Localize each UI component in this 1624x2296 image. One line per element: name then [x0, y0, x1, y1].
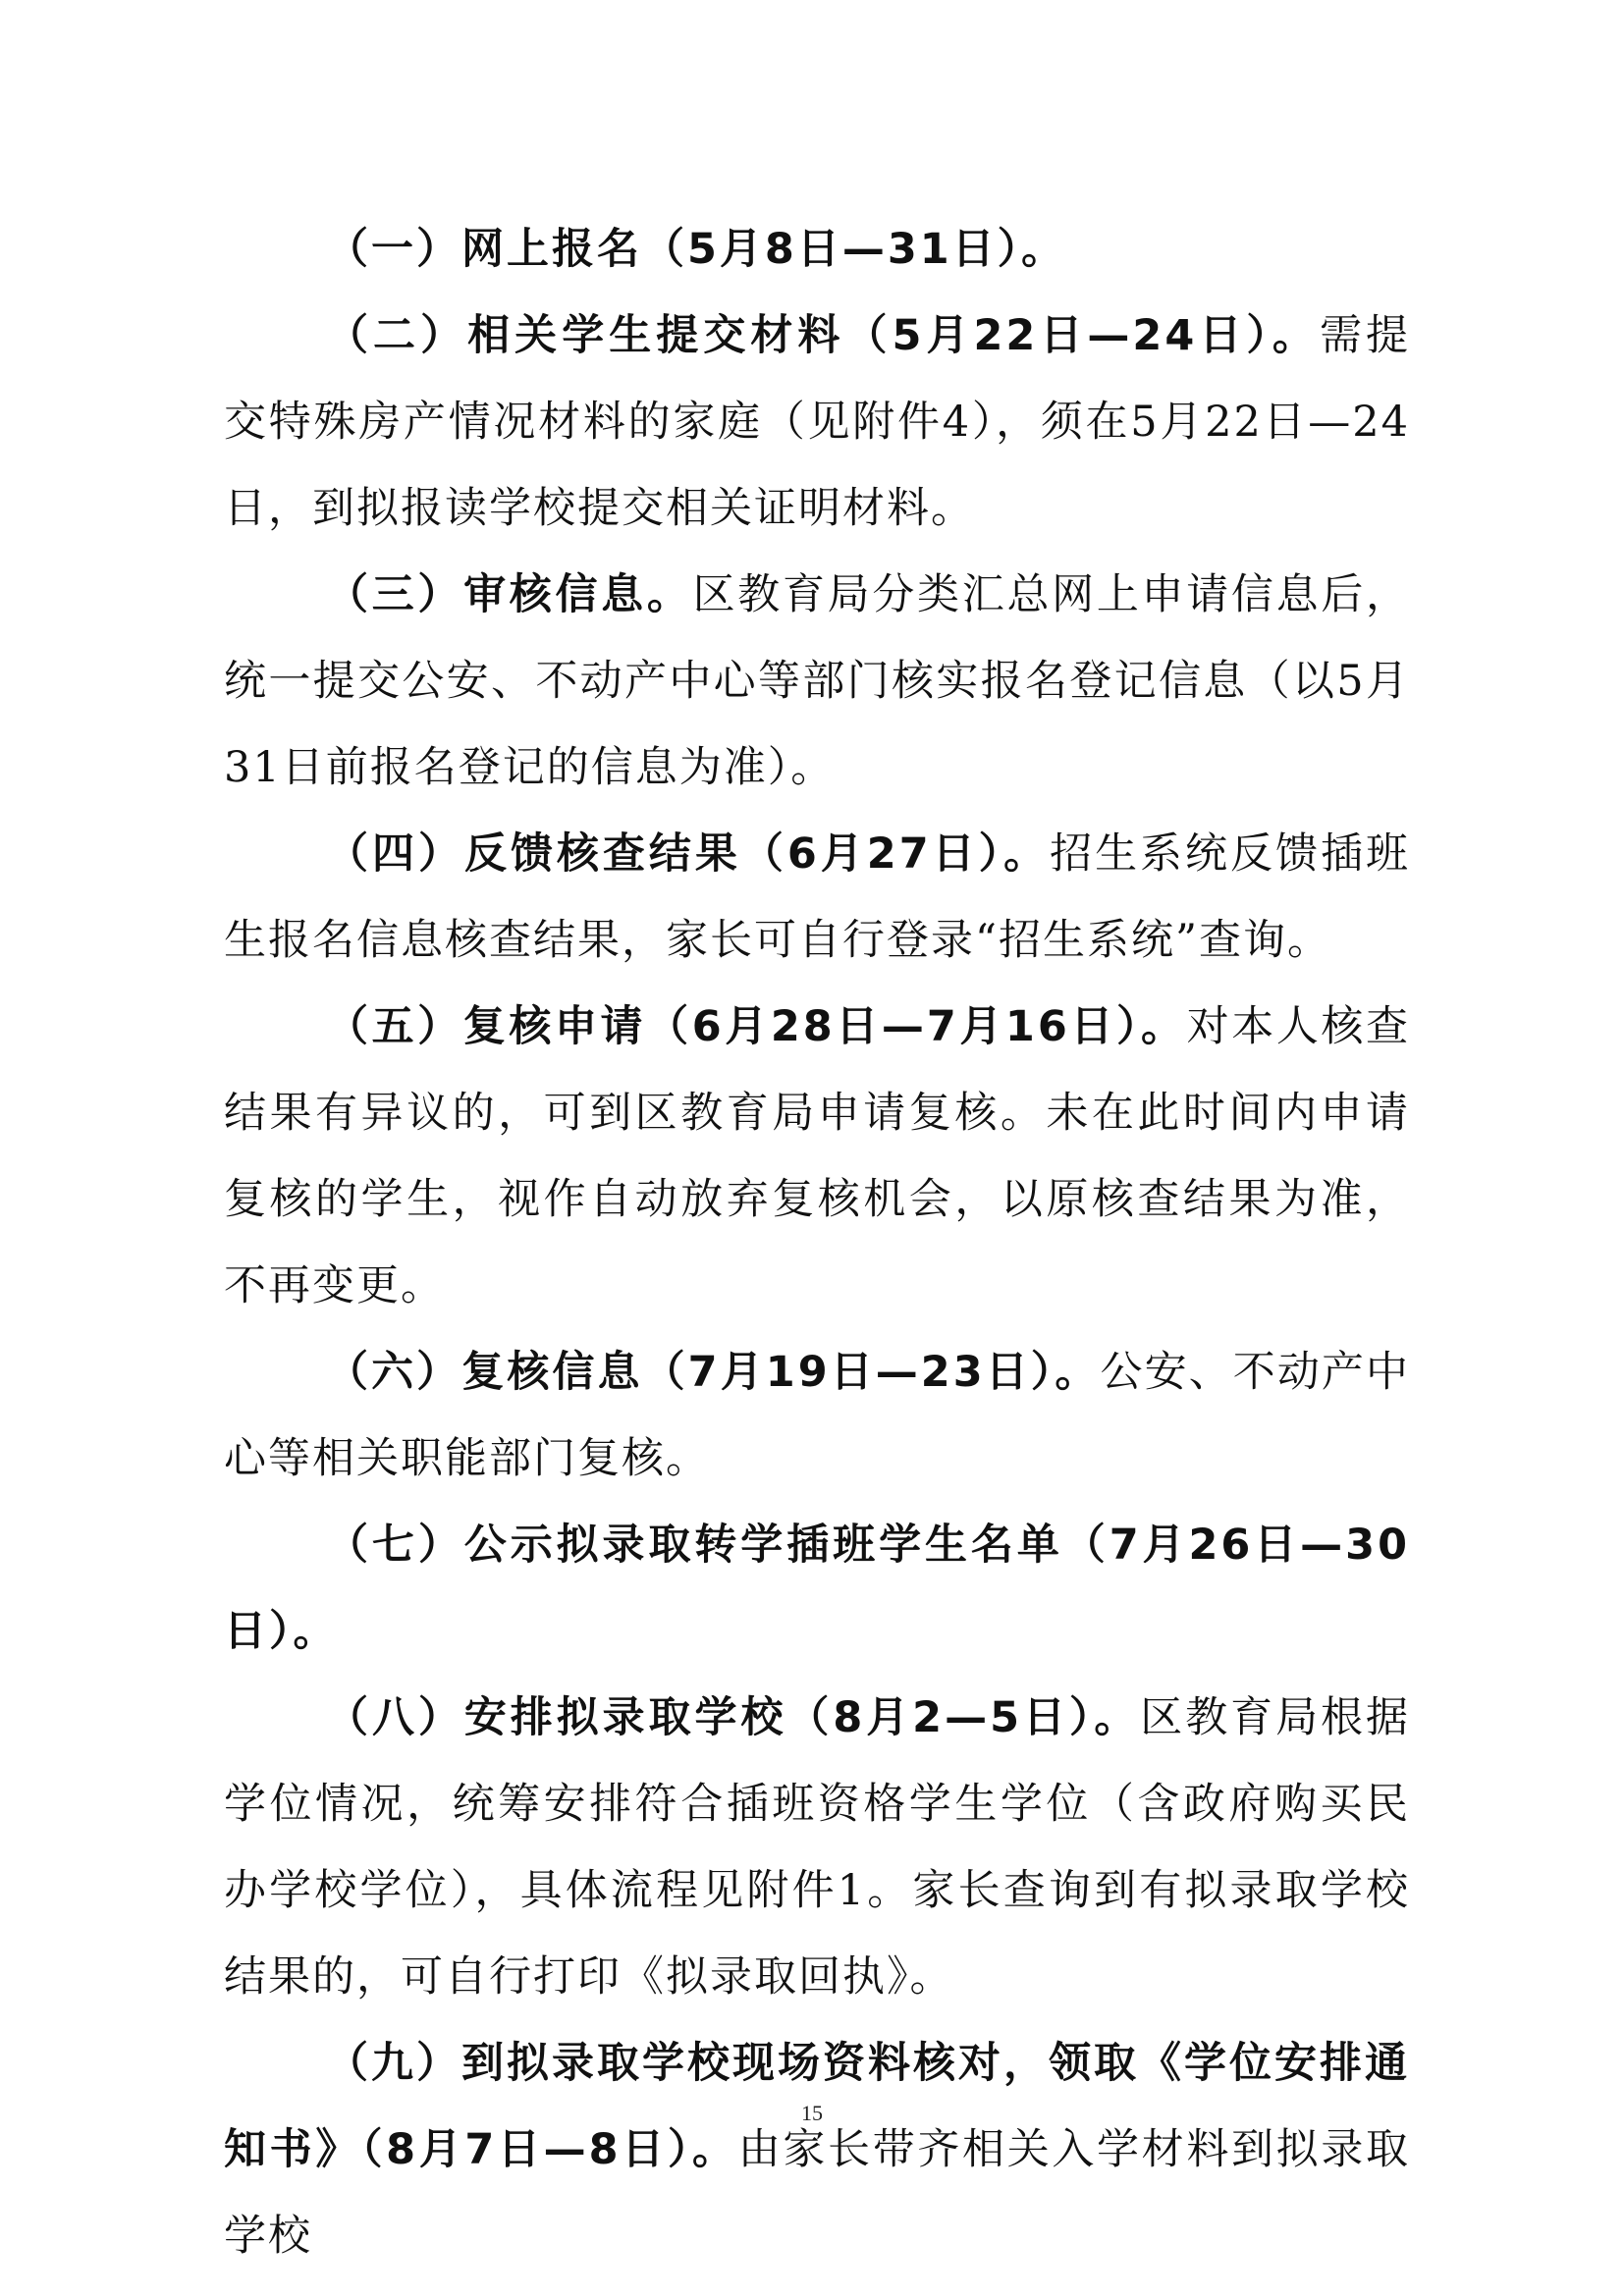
- paragraph-2: [224, 293, 1410, 552]
- paragraph-1-heading: （一）网上报名（5月8日—31日）。: [326, 225, 1067, 274]
- paragraph-2-text: 需提交特殊房产情况材料的家庭（见附件4），须在5月22日—24日，到拟报读学校提交相关证明材料。: [224, 311, 1410, 533]
- paragraph-4-heading: （四）反馈核查结果（6月27日）。: [326, 829, 1051, 879]
- paragraph-6-heading: （六）复核信息（7月19日—23日）。: [326, 1348, 1101, 1397]
- paragraph-5-text: 对本人核查结果有异议的，可到区教育局申请复核。未在此时间内申请复核的学生，视作自动放弃复核机会，以原核查结果为准，不再变更。: [224, 1002, 1410, 1310]
- paragraph-4: [224, 811, 1410, 984]
- paragraph-7-heading: （七）公示拟录取转学插班学生名单（7月26日—30日）。: [224, 1521, 1410, 1656]
- paragraph-9-text: 由家长带齐相关入学材料到拟录取学校: [224, 2125, 1410, 2261]
- paragraph-9-heading: （九）到拟录取学校现场资料核对，领取《学位安排通知书》（8月7日—8日）。: [224, 2039, 1410, 2174]
- paragraph-3-heading: （三）审核信息。: [326, 570, 693, 619]
- paragraph-6: [224, 1329, 1410, 1502]
- paragraph-2-heading: （二）相关学生提交材料（5月22日—24日）。: [326, 311, 1320, 360]
- paragraph-3-text: 区教育局分类汇总网上申请信息后，统一提交公安、不动产中心等部门核实报名登记信息（以5月31日前报名登记的信息为准）。: [224, 570, 1411, 792]
- paragraph-7: [224, 1502, 1410, 1675]
- paragraph-6-text: 公安、不动产中心等相关职能部门复核。: [224, 1348, 1410, 1483]
- paragraph-8: [224, 1675, 1410, 2020]
- paragraph-1: [224, 206, 1410, 293]
- paragraph-9: [224, 2020, 1410, 2279]
- paragraph-3: [224, 552, 1410, 811]
- page-number: 15: [801, 2101, 823, 2125]
- document-body: [224, 206, 1410, 2279]
- paragraph-8-text: 区教育局根据学位情况，统筹安排符合插班资格学生学位（含政府购买民办学校学位），具体流程见附件1。家长查询到有拟录取学校结果的，可自行打印《拟录取回执》。: [224, 1693, 1410, 2002]
- paragraph-4-text: 招生系统反馈插班生报名信息核查结果，家长可自行登录“招生系统”查询。: [224, 829, 1410, 965]
- paragraph-5-heading: （五）复核申请（6月28日—7月16日）。: [326, 1002, 1187, 1051]
- paragraph-8-heading: （八）安排拟录取学校（8月2—5日）。: [326, 1693, 1141, 1742]
- paragraph-5: [224, 984, 1410, 1329]
